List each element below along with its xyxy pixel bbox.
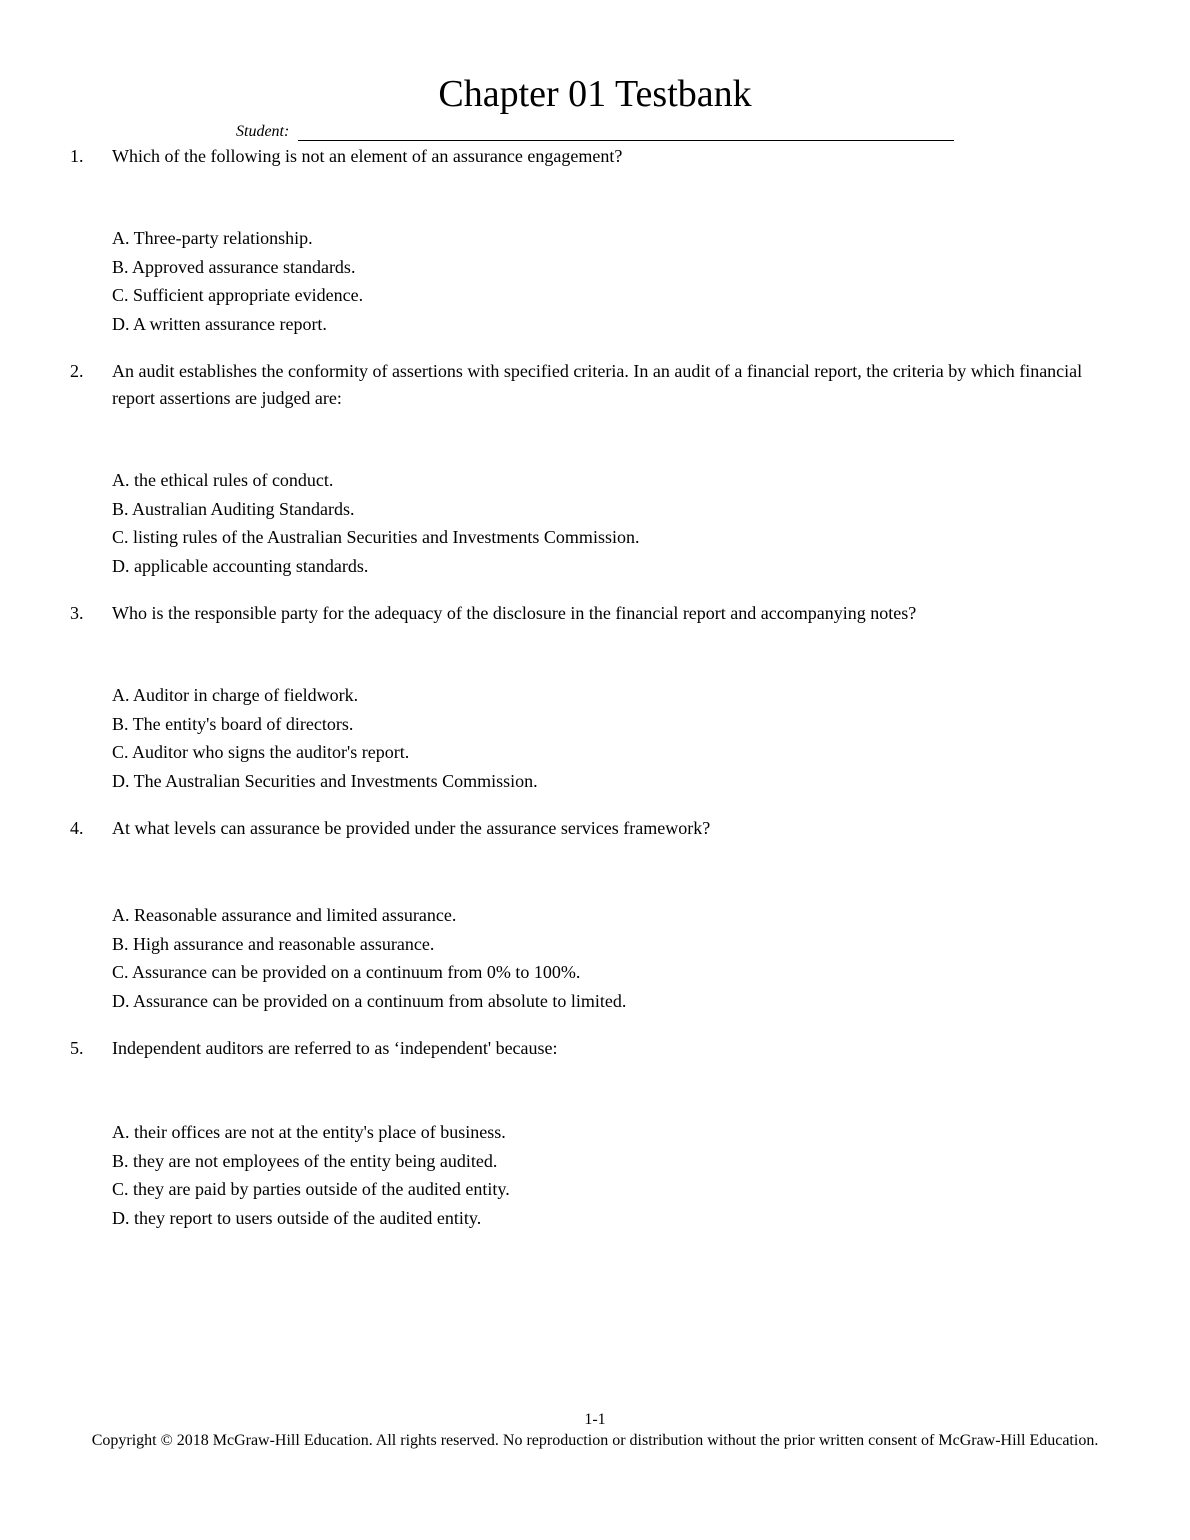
question-number: 5. [70, 1038, 84, 1058]
answer-option-d[interactable]: D. applicable accounting standards. [112, 555, 369, 576]
answer-option-c[interactable]: C. they are paid by parties outside of the audited entity. [112, 1179, 510, 1199]
question-number: 4. [70, 818, 84, 838]
copyright-notice: Copyright © 2018 McGraw-Hill Education. All rights reserved. No reproduction or distribution without the prior written consent of McGraw-Hill Education. [91, 1432, 1099, 1449]
answer-options [112, 224, 1110, 338]
question-3 [70, 600, 1110, 795]
question-text: Independent auditors are referred to as ‘independent' because: [112, 1038, 558, 1058]
answer-option-a[interactable]: A. the ethical rules of conduct. [112, 470, 334, 490]
answer-option-a[interactable]: A. Auditor in charge of fieldwork. [112, 685, 359, 705]
answer-options [112, 901, 1110, 1015]
answer-option-c[interactable]: C. Sufficient appropriate evidence. [112, 285, 364, 305]
answer-option-c[interactable]: C. Assurance can be provided on a continuum from 0% to 100%. [112, 962, 581, 982]
answer-option-d[interactable]: D. The Australian Securities and Investments Commission. [112, 770, 538, 791]
answer-option-c[interactable]: C. listing rules of the Australian Securities and Investments Commission. [112, 527, 640, 547]
answer-option-d[interactable]: D. A written assurance report. [112, 313, 327, 334]
answer-option-c[interactable]: C. Auditor who signs the auditor's report. [112, 742, 410, 762]
question-text: Which of the following is not an element of an assurance engagement? [112, 146, 623, 166]
answer-option-a[interactable]: A. their offices are not at the entity's place of business. [112, 1122, 506, 1142]
answer-option-b[interactable]: B. High assurance and reasonable assurance. [112, 933, 435, 954]
student-name-line[interactable] [298, 140, 954, 141]
student-label: Student: [236, 123, 290, 140]
question-text: An audit establishes the conformity of assertions with specified criteria. In an audit of a financial report, the criteria by which financial report assertions are judged are: [112, 361, 1083, 408]
answer-option-a[interactable]: A. Three-party relationship. [112, 228, 313, 248]
question-text: At what levels can assurance be provided under the assurance services framework? [112, 818, 711, 838]
answer-options [112, 1118, 1110, 1232]
answer-option-d[interactable]: D. Assurance can be provided on a continuum from absolute to limited. [112, 990, 627, 1011]
question-number: 1. [70, 146, 84, 166]
question-5 [70, 1035, 1110, 1232]
answer-option-b[interactable]: B. The entity's board of directors. [112, 713, 354, 734]
answer-options [112, 681, 1110, 795]
answer-option-b[interactable]: B. Approved assurance standards. [112, 256, 356, 277]
page-number: 1-1 [584, 1411, 606, 1428]
answer-option-d[interactable]: D. they report to users outside of the audited entity. [112, 1207, 482, 1228]
answer-options [112, 466, 1110, 580]
question-number: 2. [70, 361, 84, 381]
student-field [236, 121, 956, 143]
question-2 [70, 358, 1110, 580]
answer-option-b[interactable]: B. they are not employees of the entity being audited. [112, 1150, 498, 1171]
question-1 [70, 143, 1110, 338]
question-text: Who is the responsible party for the adequacy of the disclosure in the financial report and accompanying notes? [112, 603, 917, 623]
question-4 [70, 815, 1110, 1015]
answer-option-a[interactable]: A. Reasonable assurance and limited assurance. [112, 905, 457, 925]
question-number: 3. [70, 603, 84, 623]
answer-option-b[interactable]: B. Australian Auditing Standards. [112, 498, 355, 519]
page-title: Chapter 01 Testbank [438, 73, 752, 115]
